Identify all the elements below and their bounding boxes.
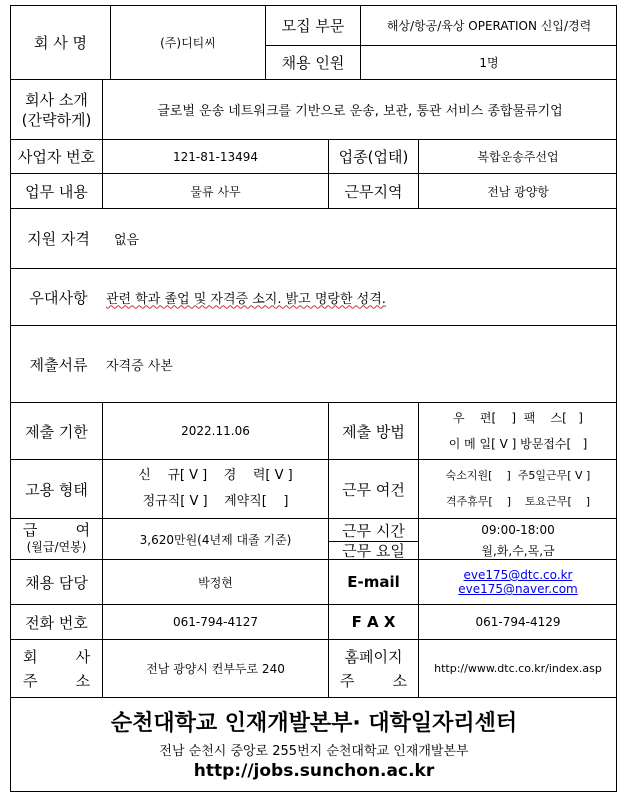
- method-line1: 우 편[ ] 팩 스[ ]: [453, 411, 583, 425]
- job-value: 물류 사무: [190, 184, 241, 199]
- homepage-value[interactable]: http://www.dtc.co.kr/index.asp: [434, 662, 602, 675]
- phone-label: 전화 번호: [25, 613, 88, 632]
- footer-address: 전남 순천시 중앙로 255번지 순천대학교 인재개발본부: [159, 743, 469, 759]
- conditions-value: [419, 460, 617, 518]
- intro-label: [11, 80, 102, 139]
- work-days-value: 월,화,수,목,금: [481, 544, 555, 558]
- intro-label-line1: 회사 소개: [25, 90, 88, 109]
- employment-line1: 신 규[ V ] 경 력[ V ]: [138, 468, 293, 483]
- address-label-line1: 회 사: [22, 647, 91, 666]
- method-value: [419, 403, 617, 459]
- salary-label-line2: (월급/연봉): [26, 540, 87, 554]
- preference-label: 우대사항: [29, 288, 88, 307]
- address-label-line2: 주 소: [22, 671, 91, 690]
- qualification-value: 없음: [114, 233, 140, 248]
- email-link-secondary[interactable]: eve175@naver.com: [458, 582, 578, 596]
- deadline-label: 제출 기한: [25, 422, 88, 441]
- headcount-value: 1명: [479, 56, 499, 70]
- email-label: E-mail: [347, 573, 400, 591]
- homepage-label-line2: 주 소: [339, 671, 408, 690]
- work-hours-label: 근무 시간: [342, 521, 405, 540]
- email-value: [419, 560, 617, 604]
- preference-value: 관련 학과 졸업 및 자격증 소지. 밝고 명랑한 성격.: [106, 291, 386, 307]
- biz-number-value: 121-81-13494: [172, 149, 258, 164]
- location-label: 근무지역: [344, 182, 403, 201]
- conditions-line2: 격주휴무[ ] 토요근무[ ]: [445, 495, 591, 508]
- method-label: 제출 방법: [342, 422, 405, 441]
- salary-value: 3,620만원(4년제 대졸 기준): [139, 532, 292, 547]
- employment-value: [103, 460, 328, 518]
- biz-number-label: 사업자 번호: [17, 148, 96, 166]
- homepage-label-line1: 홈페이지: [344, 647, 403, 666]
- industry-label: 업종(업태): [338, 148, 409, 166]
- salary-label-line1: 급 여: [22, 521, 91, 539]
- email-link-primary[interactable]: eve175@dtc.co.kr: [463, 568, 573, 582]
- method-line2: 이 메 일[ V ] 방문접수[ ]: [448, 437, 588, 451]
- recruit-area-label: 모집 부문: [281, 17, 345, 35]
- employment-line2: 정규직[ V ] 계약직[ ]: [142, 494, 289, 509]
- footer-url[interactable]: http://jobs.sunchon.ac.kr: [193, 761, 435, 781]
- deadline-value: 2022.11.06: [181, 424, 250, 438]
- location-value: 전남 광양항: [487, 184, 549, 199]
- manager-label: 채용 담당: [25, 573, 88, 592]
- address-label: [11, 640, 102, 697]
- job-label: 업무 내용: [25, 182, 88, 201]
- work-hours-value: 09:00-18:00: [481, 523, 555, 537]
- work-days-label: 근무 요일: [342, 542, 405, 560]
- conditions-label: 근무 여건: [342, 480, 405, 499]
- address-value: 전남 광양시 컨부두로 240: [146, 662, 285, 676]
- manager-value: 박정현: [198, 575, 233, 590]
- recruit-area-value: 해상/항공/육상 OPERATION 신입/경력: [386, 19, 592, 33]
- headcount-label: 채용 인원: [281, 54, 345, 72]
- company-label: 회 사 명: [33, 34, 87, 52]
- company-value: (주)디티씨: [160, 36, 216, 50]
- qualification-label: 지원 자격: [27, 230, 90, 248]
- employment-label: 고용 형태: [25, 480, 88, 499]
- intro-label-line2: (간략하게): [21, 110, 92, 129]
- fax-value: 061-794-4129: [475, 615, 561, 629]
- footer-title: 순천대학교 인재개발본부· 대학일자리센터: [110, 710, 518, 736]
- fax-label: F A X: [351, 613, 396, 631]
- conditions-line1: 숙소지원[ ] 주5일근무[ V ]: [445, 469, 591, 482]
- documents-label: 제출서류: [29, 355, 88, 374]
- intro-value: 글로벌 운송 네트워크를 기반으로 운송, 보관, 통관 서비스 종합물류기업: [157, 104, 563, 119]
- documents-value: 자격증 사본: [106, 358, 173, 374]
- phone-value: 061-794-4127: [172, 615, 258, 629]
- industry-value: 복합운송주선업: [477, 150, 559, 164]
- homepage-label: [329, 640, 418, 697]
- salary-label: [11, 519, 102, 559]
